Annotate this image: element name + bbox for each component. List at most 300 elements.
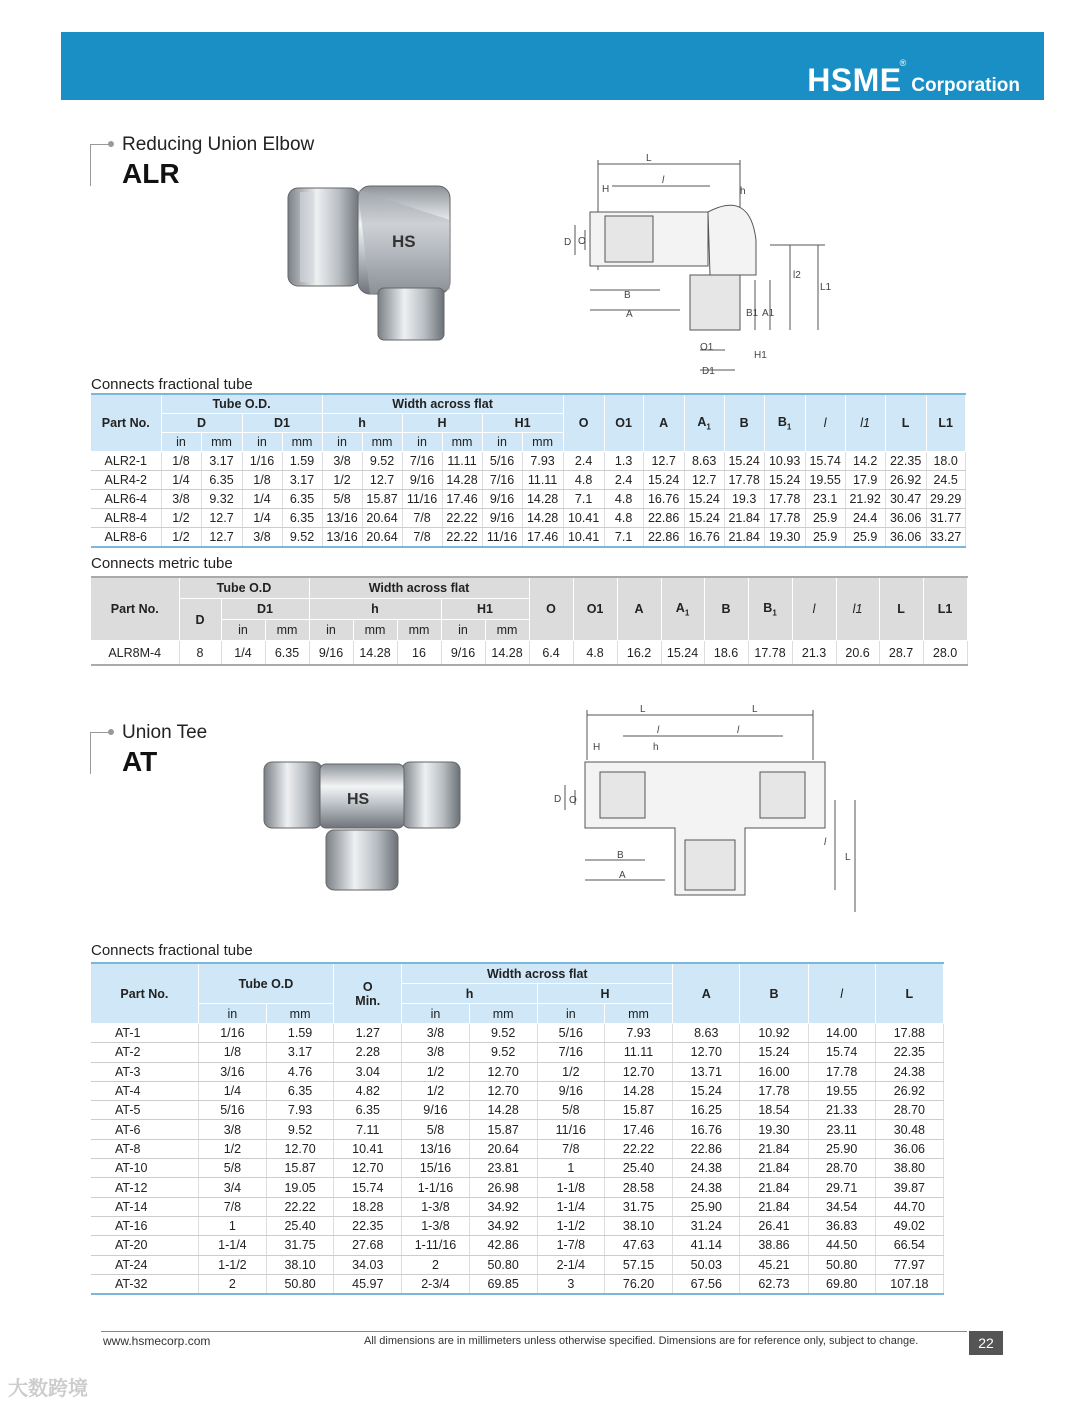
table-cell: 1/4 (242, 509, 282, 528)
table-cell: 15.74 (808, 1043, 875, 1062)
table-row (91, 1024, 944, 1043)
table-cell: 20.64 (362, 509, 402, 528)
dim-label: L (845, 852, 851, 863)
table-cell: 22.35 (875, 1043, 943, 1062)
table-cell: 1.3 (604, 452, 643, 471)
table-cell: 9/16 (402, 1101, 469, 1120)
unit-mm: mm (604, 1004, 672, 1024)
table-cell: 15.24 (684, 490, 724, 509)
table-cell: 9/16 (537, 1081, 604, 1100)
unit-in: in (441, 620, 485, 641)
table-cell: 12.70 (673, 1043, 740, 1062)
col-A: A (617, 577, 661, 641)
table-cell: 69.85 (469, 1274, 537, 1294)
table-cell: 19.30 (740, 1120, 808, 1139)
table-cell: 1/2 (198, 1139, 266, 1158)
table-cell: 3/4 (198, 1178, 266, 1197)
table-cell: 3/8 (402, 1043, 469, 1062)
table-cell: 15.24 (684, 509, 724, 528)
table-cell: 22.35 (334, 1216, 402, 1235)
table-cell: 45.21 (740, 1255, 808, 1274)
col-part-no: Part No. (91, 963, 198, 1024)
table-row (91, 1197, 944, 1216)
part-number-cell: AT-14 (91, 1197, 198, 1216)
dim-label: D (564, 237, 572, 248)
table-row (91, 509, 965, 528)
dim-label: l (662, 175, 665, 186)
table-cell: 14.28 (522, 490, 563, 509)
table-cell: 11.11 (442, 452, 482, 471)
unit-in: in (198, 1004, 266, 1024)
table-cell: 7.93 (604, 1024, 672, 1043)
footer-website[interactable]: www.hsmecorp.com (103, 1334, 211, 1348)
dim-label: h (653, 742, 659, 753)
col-part-no: Part No. (91, 577, 179, 641)
table-cell: 6.35 (265, 641, 309, 666)
table-cell: 25.90 (808, 1139, 875, 1158)
unit-in: in (322, 433, 362, 452)
at-fractional-body (91, 1024, 944, 1295)
table-cell: 12.70 (469, 1062, 537, 1081)
table-caption: Connects metric tube (91, 555, 233, 572)
table-cell: 28.58 (604, 1178, 672, 1197)
footer-disclaimer: All dimensions are in millimeters unless otherwise specified. Dimensions are for reference only, subject to change. (364, 1335, 919, 1347)
col-A: A (643, 394, 684, 452)
col-H1: H1 (441, 599, 529, 620)
table-cell: 34.03 (334, 1255, 402, 1274)
tee-product-photo (262, 758, 462, 893)
table-cell: 1-1/16 (402, 1178, 469, 1197)
table-cell: 17.78 (748, 641, 792, 666)
table-cell: 19.55 (805, 471, 845, 490)
table-cell: 22.35 (885, 452, 926, 471)
table-cell: 30.47 (885, 490, 926, 509)
unit-in: in (402, 433, 442, 452)
col-l: l (805, 394, 845, 452)
unit-mm: mm (442, 433, 482, 452)
table-cell: 38.80 (875, 1159, 943, 1178)
table-cell: 5/8 (198, 1159, 266, 1178)
part-number-cell: AT-3 (91, 1062, 198, 1081)
col-B: B (740, 963, 808, 1024)
table-cell: 1/8 (161, 452, 201, 471)
col-l: l (792, 577, 836, 641)
unit-in: in (402, 1004, 469, 1024)
table-cell: 1-3/8 (402, 1197, 469, 1216)
table-cell: 9.52 (282, 528, 322, 548)
table-cell: 24.38 (673, 1159, 740, 1178)
table-row (91, 471, 965, 490)
table-cell: 1/8 (242, 471, 282, 490)
table-cell: 15.87 (362, 490, 402, 509)
table-cell: 50.80 (808, 1255, 875, 1274)
section-title: Reducing Union Elbow (122, 134, 315, 155)
dim-label: L1 (820, 282, 832, 293)
table-cell: 28.70 (875, 1101, 943, 1120)
table-cell: 9.32 (201, 490, 242, 509)
col-H: H (537, 984, 672, 1004)
table-cell: 30.48 (875, 1120, 943, 1139)
table-cell: 3/8 (322, 452, 362, 471)
table-cell: 10.93 (764, 452, 805, 471)
dim-label: l2 (793, 270, 801, 281)
col-H: H (402, 414, 482, 433)
table-cell: 42.86 (469, 1236, 537, 1255)
table-row (91, 1139, 944, 1158)
table-cell: 1/4 (242, 490, 282, 509)
table-cell: 24.38 (875, 1062, 943, 1081)
table-cell: 17.78 (764, 490, 805, 509)
table-cell: 17.78 (764, 509, 805, 528)
table-cell: 34.92 (469, 1216, 537, 1235)
table-cell: 16.25 (673, 1101, 740, 1120)
table-cell: 1/2 (161, 509, 201, 528)
table-cell: 24.5 (926, 471, 965, 490)
table-cell: 22.86 (643, 528, 684, 548)
page-number: 22 (969, 1331, 1003, 1355)
table-cell: 8.63 (684, 452, 724, 471)
table-cell: 17.9 (845, 471, 885, 490)
table-row (91, 528, 965, 548)
table-cell: 26.92 (885, 471, 926, 490)
table-cell: 11/16 (482, 528, 522, 548)
table-cell: 22.86 (643, 509, 684, 528)
table-cell: 15.24 (740, 1043, 808, 1062)
table-cell: 1/16 (198, 1024, 266, 1043)
table-cell: 6.4 (529, 641, 573, 666)
table-cell: 1/2 (537, 1062, 604, 1081)
photo-mark: HS (347, 791, 370, 808)
table-cell: 9/16 (309, 641, 353, 666)
at-fractional-table (91, 962, 944, 1295)
table-cell: 18.6 (704, 641, 748, 666)
table-cell: 7.1 (604, 528, 643, 548)
unit-mm: mm (265, 620, 309, 641)
table-cell: 14.28 (604, 1081, 672, 1100)
table-cell: 7/8 (402, 509, 442, 528)
table-cell: 38.10 (604, 1216, 672, 1235)
part-number-cell: AT-16 (91, 1216, 198, 1235)
table-cell: 67.56 (673, 1274, 740, 1294)
table-cell: 4.82 (334, 1081, 402, 1100)
table-cell: 41.14 (673, 1236, 740, 1255)
table-cell: 13.71 (673, 1062, 740, 1081)
col-tube-od: Tube O.D (179, 577, 309, 599)
unit-mm: mm (282, 433, 322, 452)
unit-mm: mm (201, 433, 242, 452)
table-cell: 5/8 (537, 1101, 604, 1120)
table-cell: 22.22 (604, 1139, 672, 1158)
table-cell: 21.84 (740, 1139, 808, 1158)
table-row (91, 1255, 944, 1274)
col-L: L (885, 394, 926, 452)
table-cell: 36.83 (808, 1216, 875, 1235)
dim-label: A (619, 870, 626, 881)
table-caption: Connects fractional tube (91, 376, 253, 393)
table-cell: 2.4 (604, 471, 643, 490)
table-cell: 5/8 (322, 490, 362, 509)
table-cell: 6.35 (334, 1101, 402, 1120)
table-cell: 38.86 (740, 1236, 808, 1255)
table-cell: 69.80 (808, 1274, 875, 1294)
col-O: O (563, 394, 604, 452)
table-cell: 11/16 (537, 1120, 604, 1139)
alr-fractional-body (91, 452, 965, 548)
table-cell: 13/16 (322, 509, 362, 528)
table-cell: 10.41 (334, 1139, 402, 1158)
table-cell: 1 (198, 1216, 266, 1235)
table-cell: 1/2 (402, 1062, 469, 1081)
table-cell: 15.74 (334, 1178, 402, 1197)
table-row (91, 1178, 944, 1197)
table-cell: 3.17 (201, 452, 242, 471)
table-cell: 27.68 (334, 1236, 402, 1255)
unit-in: in (161, 433, 201, 452)
col-D: D (179, 599, 221, 641)
table-cell: 21.84 (724, 528, 764, 548)
col-O1: O1 (573, 577, 617, 641)
table-cell: 1/2 (161, 528, 201, 548)
col-part-no: Part No. (91, 394, 161, 452)
table-cell: 19.3 (724, 490, 764, 509)
unit-mm: mm (397, 620, 441, 641)
part-number-cell: AT-10 (91, 1159, 198, 1178)
col-h: h (402, 984, 537, 1004)
table-cell: 2.4 (563, 452, 604, 471)
table-cell: 5/8 (402, 1120, 469, 1139)
table-row (91, 1062, 944, 1081)
table-cell: 44.50 (808, 1236, 875, 1255)
dim-label: A1 (762, 308, 775, 319)
table-cell: 4.8 (604, 509, 643, 528)
table-cell: 22.86 (673, 1139, 740, 1158)
table-cell: 6.35 (201, 471, 242, 490)
table-row (91, 1120, 944, 1139)
table-cell: 25.90 (673, 1197, 740, 1216)
table-cell: 14.2 (845, 452, 885, 471)
table-cell: 3/8 (161, 490, 201, 509)
table-cell: 50.03 (673, 1255, 740, 1274)
dim-label: A (626, 309, 633, 320)
unit-mm: mm (469, 1004, 537, 1024)
brand-registered-mark: ® (899, 58, 907, 68)
table-cell: 5/16 (482, 452, 522, 471)
table-cell: 1-1/2 (198, 1255, 266, 1274)
table-cell: 15.74 (805, 452, 845, 471)
table-cell: 49.02 (875, 1216, 943, 1235)
col-width-across-flat: Width across flat (402, 963, 673, 984)
table-cell: 77.97 (875, 1255, 943, 1274)
table-cell: 3.17 (282, 471, 322, 490)
table-cell: 19.05 (266, 1178, 333, 1197)
alr-fractional-table (91, 393, 966, 548)
table-cell: 107.18 (875, 1274, 943, 1294)
dim-label: B1 (746, 308, 759, 319)
table-cell: 12.70 (604, 1062, 672, 1081)
table-cell: 18.28 (334, 1197, 402, 1216)
table-cell: 7.11 (334, 1120, 402, 1139)
col-D: D (161, 414, 242, 433)
table-cell: 9/16 (482, 490, 522, 509)
part-number-cell: AT-12 (91, 1178, 198, 1197)
table-cell: 22.22 (442, 528, 482, 548)
table-cell: 2-1/4 (537, 1255, 604, 1274)
part-number-cell: ALR4-2 (91, 471, 161, 490)
table-cell: 12.70 (266, 1139, 333, 1158)
dim-label: L (646, 153, 652, 164)
col-tube-od: Tube O.D. (161, 394, 322, 414)
table-row (91, 1236, 944, 1255)
unit-in: in (309, 620, 353, 641)
table-cell: 14.28 (485, 641, 529, 666)
table-cell: 1-7/8 (537, 1236, 604, 1255)
table-cell: 34.92 (469, 1197, 537, 1216)
table-cell: 1-1/4 (198, 1236, 266, 1255)
part-number-cell: ALR2-1 (91, 452, 161, 471)
table-cell: 9.52 (266, 1120, 333, 1139)
table-cell: 1-1/4 (537, 1197, 604, 1216)
table-cell: 9/16 (402, 471, 442, 490)
table-cell: 17.46 (522, 528, 563, 548)
col-width-across-flat: Width across flat (309, 577, 529, 599)
table-row (91, 1216, 944, 1235)
table-cell: 15.24 (643, 471, 684, 490)
table-cell: 21.92 (845, 490, 885, 509)
table-row (91, 490, 965, 509)
col-O-min: O Min. (334, 963, 402, 1024)
dim-label: H1 (754, 350, 767, 361)
part-number-cell: AT-2 (91, 1043, 198, 1062)
part-number-cell: AT-20 (91, 1236, 198, 1255)
section-code: ALR (122, 158, 180, 189)
table-cell: 76.20 (604, 1274, 672, 1294)
brand-logo (807, 58, 1020, 99)
table-cell: 12.7 (684, 471, 724, 490)
table-cell: 31.77 (926, 509, 965, 528)
table-cell: 23.81 (469, 1159, 537, 1178)
table-cell: 3/8 (198, 1120, 266, 1139)
col-B: B (704, 577, 748, 641)
table-cell: 15.24 (661, 641, 704, 666)
table-cell: 9.52 (362, 452, 402, 471)
part-number-cell: AT-8 (91, 1139, 198, 1158)
table-cell: 17.78 (808, 1062, 875, 1081)
section-bracket-v (90, 144, 91, 186)
table-cell: 3/8 (402, 1024, 469, 1043)
table-cell: 17.46 (442, 490, 482, 509)
table-cell: 2-3/4 (402, 1274, 469, 1294)
table-cell: 15.87 (266, 1159, 333, 1178)
table-cell: 12.7 (201, 509, 242, 528)
table-cell: 1.59 (282, 452, 322, 471)
table-row (91, 641, 967, 666)
table-cell: 4.76 (266, 1062, 333, 1081)
part-number-cell: AT-24 (91, 1255, 198, 1274)
table-cell: 28.7 (879, 641, 923, 666)
table-cell: 38.10 (266, 1255, 333, 1274)
unit-mm: mm (522, 433, 563, 452)
table-cell: 1-3/8 (402, 1216, 469, 1235)
table-cell: 11/16 (402, 490, 442, 509)
col-O: O (529, 577, 573, 641)
table-cell: 31.75 (604, 1197, 672, 1216)
unit-in: in (482, 433, 522, 452)
unit-mm: mm (362, 433, 402, 452)
table-cell: 36.06 (885, 509, 926, 528)
dim-label: H (602, 184, 610, 195)
table-cell: 29.29 (926, 490, 965, 509)
table-row (91, 1274, 944, 1294)
table-cell: 44.70 (875, 1197, 943, 1216)
col-h: h (322, 414, 402, 433)
table-cell: 19.30 (764, 528, 805, 548)
table-cell: 4.8 (604, 490, 643, 509)
photo-mark: HS (392, 232, 416, 251)
dim-label: l (657, 725, 660, 736)
footer-rule (101, 1331, 967, 1332)
table-cell: 25.40 (266, 1216, 333, 1235)
alr-metric-table (91, 576, 968, 666)
table-cell: 21.84 (740, 1197, 808, 1216)
col-l1: l1 (845, 394, 885, 452)
table-cell: 17.46 (604, 1120, 672, 1139)
table-cell: 15.87 (469, 1120, 537, 1139)
table-cell: 4.8 (573, 641, 617, 666)
dim-label: B (624, 290, 631, 301)
table-cell: 1.27 (334, 1024, 402, 1043)
part-number-cell: AT-1 (91, 1024, 198, 1043)
unit-mm: mm (485, 620, 529, 641)
table-cell: 3.04 (334, 1062, 402, 1081)
table-cell: 47.63 (604, 1236, 672, 1255)
table-cell: 20.64 (469, 1139, 537, 1158)
table-cell: 10.92 (740, 1024, 808, 1043)
table-cell: 4.8 (563, 471, 604, 490)
table-row (91, 1159, 944, 1178)
table-cell: 25.40 (604, 1159, 672, 1178)
dim-label: O (569, 795, 577, 806)
table-cell: 1/4 (198, 1081, 266, 1100)
dim-label: h (740, 186, 746, 197)
elbow-product-photo (270, 180, 460, 345)
unit-mm: mm (266, 1004, 333, 1024)
section-bullet (108, 729, 114, 735)
dim-label: H (593, 742, 601, 753)
col-O1: O1 (604, 394, 643, 452)
table-cell: 1/8 (198, 1043, 266, 1062)
table-cell: 14.28 (442, 471, 482, 490)
col-l: l (808, 963, 875, 1024)
table-cell: 1/4 (221, 641, 265, 666)
table-cell: 9/16 (441, 641, 485, 666)
table-cell: 11.11 (522, 471, 563, 490)
unit-mm: mm (353, 620, 397, 641)
part-number-cell: AT-4 (91, 1081, 198, 1100)
table-cell: 25.9 (805, 528, 845, 548)
table-cell: 10.41 (563, 528, 604, 548)
brand-sub: Corporation (911, 75, 1020, 96)
table-cell: 1-1/2 (537, 1216, 604, 1235)
table-cell: 7/8 (537, 1139, 604, 1158)
table-cell: 28.0 (923, 641, 967, 666)
col-A1: $A_1$ (684, 394, 724, 452)
table-cell: 18.54 (740, 1101, 808, 1120)
table-cell: 1-1/8 (537, 1178, 604, 1197)
table-row (91, 452, 965, 471)
col-B1: $B_1$ (748, 577, 792, 641)
table-cell: 21.33 (808, 1101, 875, 1120)
table-cell: 16.76 (684, 528, 724, 548)
